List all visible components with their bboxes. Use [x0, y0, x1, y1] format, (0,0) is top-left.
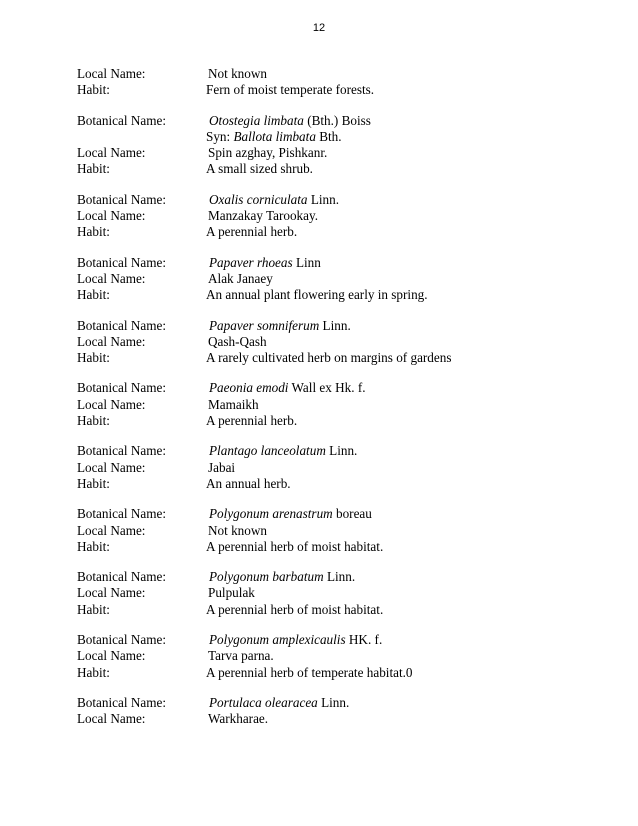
local-row — [77, 66, 597, 82]
local-label: Local Name: — [77, 459, 146, 475]
name-text: boreau — [332, 506, 372, 522]
habit-row — [77, 161, 597, 177]
species-entry — [77, 318, 597, 367]
habit-label: Habit: — [77, 601, 110, 617]
botanical-label: Botanical Name: — [77, 380, 166, 396]
name-text: Linn — [292, 254, 321, 270]
habit-row — [77, 350, 597, 366]
habit-label: Habit: — [77, 350, 110, 366]
botanical-row — [77, 632, 597, 648]
local-label: Local Name: — [77, 522, 146, 538]
habit-row — [77, 287, 597, 303]
local-row — [77, 460, 597, 476]
species-entry — [77, 380, 597, 429]
habit-label: Habit: — [77, 161, 110, 177]
local-row — [77, 397, 597, 413]
local-label: Local Name: — [77, 66, 146, 81]
local-label: Local Name: — [77, 648, 146, 664]
botanical-value — [206, 113, 597, 129]
scientific-name-text: Otostegia limbata — [209, 112, 304, 128]
botanical-label: Botanical Name: — [77, 694, 166, 710]
species-entry — [77, 192, 597, 241]
botanical-label: Botanical Name: — [77, 254, 166, 270]
habit-value: A perennial herb of moist habitat. — [206, 601, 384, 617]
local-label: Local Name: — [77, 333, 146, 349]
local-value: Qash-Qash — [208, 333, 267, 349]
scientific-name-text: Ballota limbata — [233, 128, 316, 144]
botanical-value — [206, 695, 597, 711]
habit-label: Habit: — [77, 664, 110, 680]
botanical-row — [77, 695, 597, 711]
habit-value: A rarely cultivated herb on margins of gardens — [206, 350, 452, 366]
local-label: Local Name: — [77, 396, 146, 412]
local-value: Pulpulak — [208, 585, 255, 601]
habit-label: Habit: — [77, 287, 110, 303]
local-row — [77, 271, 597, 287]
name-text: Linn. — [317, 694, 350, 710]
local-row — [77, 208, 597, 224]
botanical-label: Botanical Name: — [77, 191, 166, 207]
habit-label: Habit: — [77, 413, 110, 429]
name-text: Bth. — [315, 128, 342, 144]
species-entry — [77, 632, 597, 681]
botanical-value — [206, 255, 597, 271]
species-entry — [77, 255, 597, 304]
species-entry — [77, 443, 597, 492]
habit-value: A perennial herb of temperate habitat.0 — [206, 664, 413, 680]
name-text: Wall ex Hk. f. — [288, 380, 366, 396]
botanical-value — [206, 192, 597, 208]
habit-row — [77, 476, 597, 492]
local-label: Local Name: — [77, 208, 146, 224]
botanical-label: Botanical Name: — [77, 632, 166, 648]
local-row — [77, 585, 597, 601]
local-value: Warkharae. — [208, 711, 269, 727]
botanical-row — [77, 255, 597, 271]
habit-row — [77, 602, 597, 618]
species-entry — [77, 113, 597, 178]
habit-value: A perennial herb. — [206, 413, 298, 429]
page-number: 12 — [312, 22, 326, 34]
botanical-label: Botanical Name: — [77, 443, 166, 459]
synonym-row — [77, 129, 597, 145]
botanical-row — [77, 192, 597, 208]
habit-label: Habit: — [77, 475, 110, 491]
name-text: Linn. — [325, 443, 358, 459]
habit-label: Habit: — [77, 82, 110, 98]
local-row — [77, 711, 597, 727]
botanical-value — [206, 569, 597, 585]
name-text: Syn: — [206, 128, 234, 144]
habit-row — [77, 539, 597, 555]
botanical-row — [77, 113, 597, 129]
local-label: Local Name: — [77, 585, 146, 601]
scientific-name-text: Polygonum amplexicaulis — [209, 632, 346, 648]
local-row — [77, 334, 597, 350]
botanical-row — [77, 318, 597, 334]
species-entry — [77, 695, 597, 728]
habit-row — [77, 665, 597, 681]
local-row — [77, 145, 597, 161]
habit-row — [77, 413, 597, 429]
local-row — [77, 523, 597, 539]
local-value: Tarva parna. — [208, 648, 274, 664]
scientific-name-text: Plantago lanceolatum — [209, 443, 326, 459]
synonym-value — [206, 129, 597, 145]
botanical-value — [206, 506, 597, 522]
habit-value: Fern of moist temperate forests. — [206, 82, 375, 98]
botanical-value — [206, 632, 597, 648]
local-value: Mamaikh — [208, 396, 259, 412]
name-text: HK. f. — [345, 632, 383, 648]
habit-value: A perennial herb. — [206, 224, 298, 240]
local-value: Jabai — [208, 459, 236, 475]
botanical-row — [77, 506, 597, 522]
species-entry — [77, 66, 597, 99]
botanical-label: Botanical Name: — [77, 569, 166, 585]
habit-row — [77, 82, 597, 98]
habit-value: A perennial herb of moist habitat. — [206, 538, 384, 554]
scientific-name-text: Papaver rhoeas — [209, 254, 293, 270]
name-text: (Bth.) Boiss — [303, 112, 371, 128]
habit-value: An annual herb. — [206, 475, 291, 491]
name-text: Linn. — [323, 569, 356, 585]
botanical-row — [77, 443, 597, 459]
local-value: Alak Janaey — [208, 270, 273, 286]
scientific-name-text: Polygonum barbatum — [209, 569, 324, 585]
botanical-row — [77, 569, 597, 585]
synonym-label — [77, 129, 206, 145]
botanical-value — [206, 318, 597, 334]
local-label: Local Name: — [77, 145, 146, 161]
habit-label: Habit: — [77, 538, 110, 554]
species-entry — [77, 506, 597, 555]
local-label: Local Name: — [77, 711, 146, 727]
scientific-name-text: Portulaca olearacea — [209, 694, 318, 710]
local-value: Not known — [208, 522, 267, 538]
habit-value: A small sized shrub. — [206, 161, 313, 177]
scientific-name-text: Polygonum arenastrum — [209, 506, 333, 522]
local-label: Local Name: — [77, 270, 146, 286]
scientific-name-text: Oxalis corniculata — [209, 191, 308, 207]
habit-row — [77, 224, 597, 240]
botanical-label: Botanical Name: — [77, 317, 166, 333]
botanical-label: Botanical Name: — [77, 506, 166, 522]
name-text: Linn. — [319, 317, 351, 333]
local-value: Not known — [208, 66, 267, 81]
botanical-label: Botanical Name: — [77, 112, 166, 128]
local-value: Manzakay Tarookay. — [208, 208, 319, 224]
botanical-value — [206, 380, 597, 396]
scientific-name-text: Papaver somniferum — [209, 317, 320, 333]
botanical-value — [206, 443, 597, 459]
botanical-row — [77, 380, 597, 396]
name-text: Linn. — [307, 191, 340, 207]
scientific-name-text: Paeonia emodi — [209, 380, 289, 396]
habit-label: Habit: — [77, 224, 110, 240]
habit-value: An annual plant flowering early in spring. — [206, 287, 428, 303]
species-entry — [77, 569, 597, 618]
local-value: Spin azghay, Pishkanr. — [208, 145, 328, 161]
species-list — [77, 66, 597, 742]
local-row — [77, 648, 597, 664]
